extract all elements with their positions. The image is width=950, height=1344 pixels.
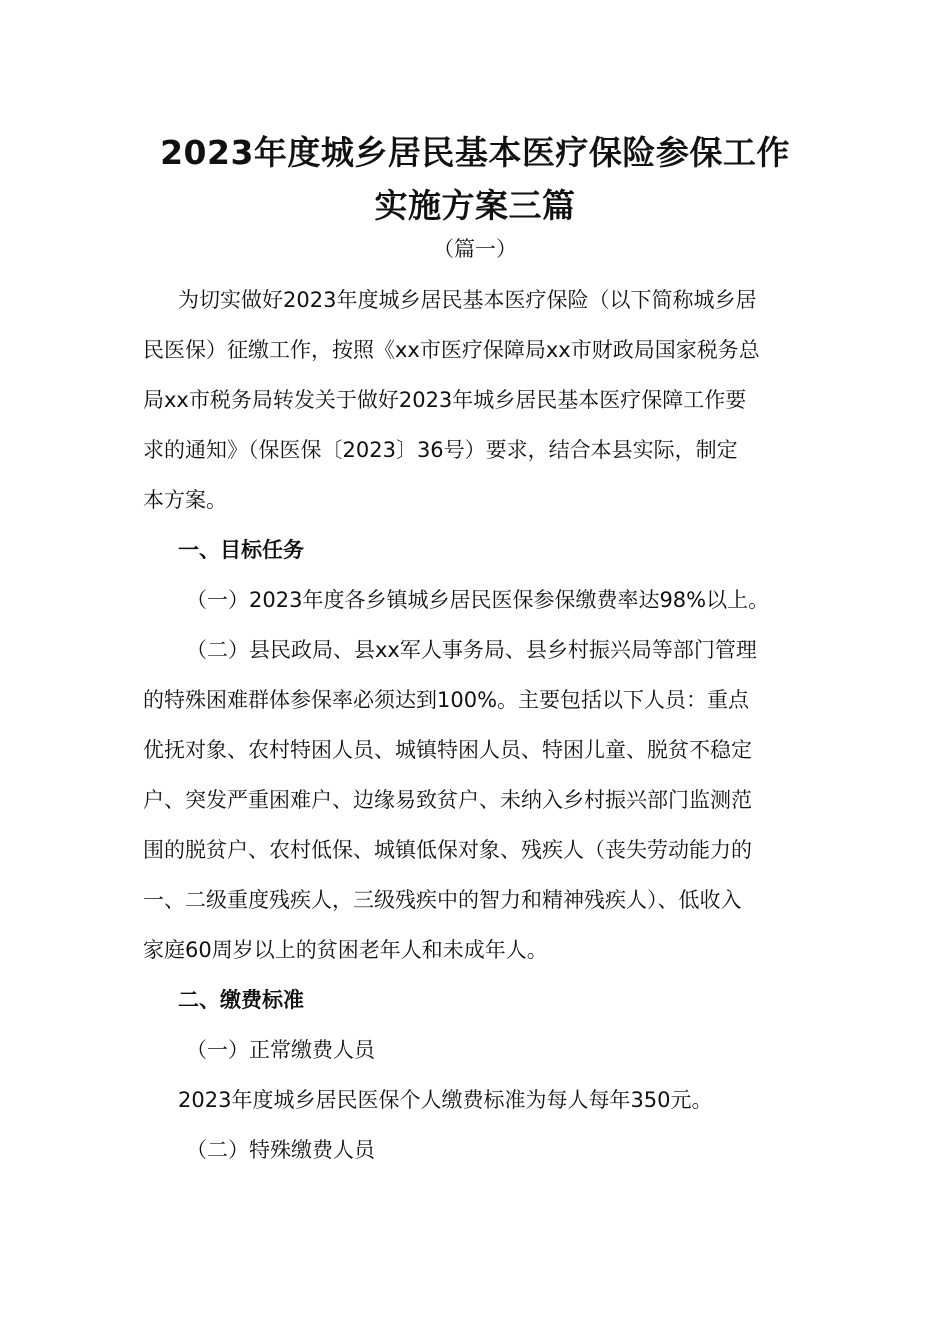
target-item-2-line: 优抚对象、农村特困人员、城镇特困人员、特困儿童、脱贫不稳定 bbox=[143, 738, 752, 762]
section-heading-targets: 一、目标任务 bbox=[178, 538, 304, 562]
intro-paragraph-line: 求的通知》（保医保〔2023〕36号）要求，结合本县实际，制定 bbox=[143, 438, 738, 462]
section-heading-payment-standard: 二、缴费标准 bbox=[178, 988, 304, 1012]
intro-paragraph-line: 为切实做好2023年度城乡居民基本医疗保险（以下简称城乡居 bbox=[178, 288, 757, 312]
target-item-2-line: 户、突发严重困难户、边缘易致贫户、未纳入乡村振兴部门监测范 bbox=[143, 788, 752, 812]
target-item-2-line: 的特殊困难群体参保率必须达到100%。主要包括以下人员：重点 bbox=[143, 688, 750, 712]
target-item-2-line: 一、二级重度残疾人，三级残疾中的智力和精神残疾人）、低收入 bbox=[143, 888, 742, 912]
document-title-line-2: 实施方案三篇 bbox=[374, 186, 576, 225]
target-item-1: （一）2023年度各乡镇城乡居民医保参保缴费率达98%以上。 bbox=[186, 588, 770, 612]
target-item-2-line: （二）县民政局、县xx军人事务局、县乡村振兴局等部门管理 bbox=[186, 638, 757, 662]
target-item-2-line: 家庭60周岁以上的贫困老年人和未成年人。 bbox=[143, 938, 548, 962]
subsection-heading-special-payers: （二）特殊缴费人员 bbox=[186, 1138, 375, 1162]
target-item-2-line: 围的脱贫户、农村低保、城镇低保对象、残疾人（丧失劳动能力的 bbox=[143, 838, 752, 862]
normal-payers-text: 2023年度城乡居民医保个人缴费标准为每人每年350元。 bbox=[178, 1088, 713, 1112]
document-subtitle: （篇一） bbox=[433, 237, 517, 261]
intro-paragraph-line: 本方案。 bbox=[143, 488, 227, 512]
document-title-line-1: 2023年度城乡居民基本医疗保险参保工作 bbox=[160, 133, 790, 172]
intro-paragraph-line: 局xx市税务局转发关于做好2023年城乡居民基本医疗保障工作要 bbox=[143, 388, 747, 412]
intro-paragraph-line: 民医保）征缴工作，按照《xx市医疗保障局xx市财政局国家税务总 bbox=[143, 338, 760, 362]
subsection-heading-normal-payers: （一）正常缴费人员 bbox=[186, 1038, 375, 1062]
